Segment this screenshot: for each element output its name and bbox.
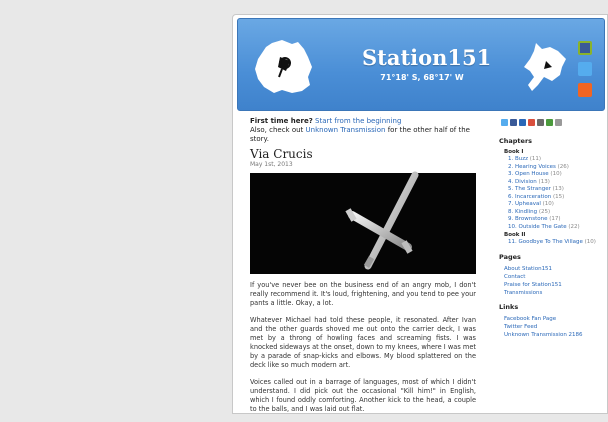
social-links: [578, 41, 596, 104]
page-link[interactable]: Contact: [504, 273, 526, 280]
book-2-label: Book II: [504, 232, 526, 238]
chapters-heading: Chapters: [499, 137, 533, 145]
post-body: [250, 281, 476, 422]
sidebar: [499, 119, 603, 345]
chapter-item[interactable]: 2. Hearing Voices (26): [508, 163, 569, 170]
page-link[interactable]: About Station151: [504, 265, 553, 272]
reddit-share-icon[interactable]: [528, 119, 535, 126]
external-link[interactable]: Twitter Feed: [504, 323, 538, 330]
rss-icon[interactable]: [578, 83, 592, 97]
links-section: [499, 303, 603, 339]
facebook-share-icon[interactable]: [510, 119, 517, 126]
share-icons: [501, 119, 603, 129]
page-container: [232, 14, 608, 414]
chapter-item[interactable]: 5. The Stranger (13): [508, 186, 564, 192]
book-1-label: Book I: [504, 149, 524, 155]
twitter-icon[interactable]: [578, 62, 592, 76]
facebook-icon[interactable]: [578, 41, 592, 55]
site-header: [237, 18, 605, 111]
external-link[interactable]: Unknown Transmission 2186: [504, 331, 583, 338]
chapter-item[interactable]: 9. Brownstone (17): [508, 216, 561, 222]
chapter-item[interactable]: 8. Kindling (25): [508, 208, 551, 215]
site-title[interactable]: Station151: [362, 45, 492, 70]
rest-text: for the other half of the story.: [250, 126, 470, 143]
chapter-item[interactable]: 1. Buzz (11): [508, 156, 542, 162]
post-paragraph: Voices called out in a barrage of languages, most of which I didn't understand. I did pick out the occasional "Kill him!" in English, which I found oddly comforting. Another kick to the head, a couple to the balls, and I was laid out flat.: [250, 378, 476, 413]
delicious-share-icon[interactable]: [519, 119, 526, 126]
chapter-item[interactable]: 7. Upheaval (10): [508, 201, 554, 207]
cross-image-icon: [250, 173, 476, 274]
external-link[interactable]: Facebook Fan Page: [504, 315, 557, 322]
island-map-icon: [522, 41, 568, 93]
page-link[interactable]: Transmissions: [504, 289, 543, 296]
intro-notice: [250, 117, 480, 144]
chapter-item[interactable]: 3. Open House (10): [508, 171, 562, 177]
first-time-label: First time here?: [250, 117, 313, 125]
digg-share-icon[interactable]: [537, 119, 544, 126]
stumble-share-icon[interactable]: [546, 119, 553, 126]
email-share-icon[interactable]: [555, 119, 562, 126]
post-paragraph: Whatever Michael had told these people, it resonated. After Ivan and the other guards shoved me out onto the carrier deck, I was met by a throng of howling faces and screaming fists. I was knocked sideways at the onset, down to my knees, where I was met by a parade of snap-kicks and elbows. My blood splattered on the deck like so much modern art.: [250, 316, 476, 369]
links-heading: Links: [499, 302, 519, 311]
chapter-item[interactable]: 4. Division (13): [508, 178, 550, 185]
post-image: [250, 173, 476, 274]
chapters-section: [499, 137, 603, 247]
post-paragraph: If you've never bee on the business end of an angry mob, I don't really recommend it. It's loud, frightening, and you tend to pee your pants a little. Okay, a lot.: [250, 281, 476, 307]
post-title[interactable]: Via Crucis: [250, 147, 313, 161]
chapter-item[interactable]: 6. Incarceration (15): [508, 193, 565, 200]
page-link[interactable]: Praise for Station151: [504, 281, 562, 288]
pages-heading: Pages: [499, 252, 521, 261]
twitter-share-icon[interactable]: [501, 119, 508, 126]
post-date: May 1st, 2013: [250, 161, 293, 168]
start-link[interactable]: Start from the beginning: [315, 117, 402, 125]
also-text: Also, check out: [250, 126, 304, 134]
chapter-item[interactable]: 10. Outside The Gate (22): [508, 223, 580, 230]
site-coordinates: 71°18' S, 68°17' W: [380, 73, 464, 82]
chapter-item[interactable]: 11. Goodbye To The Village (10): [508, 239, 596, 245]
pages-section: [499, 253, 603, 297]
unknown-transmission-link[interactable]: Unknown Transmission: [305, 126, 386, 134]
antarctica-logo-icon[interactable]: [252, 37, 314, 95]
